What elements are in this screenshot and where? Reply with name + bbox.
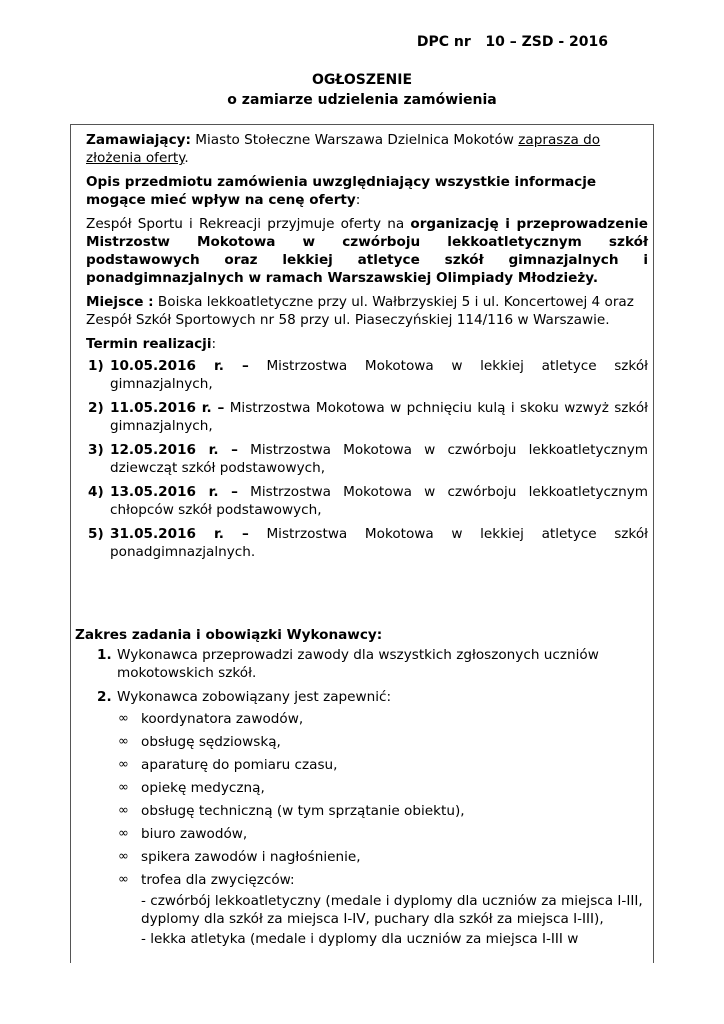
schedule-colon: : [211,336,217,352]
infinity-bullet-icon: ∞ [118,780,129,795]
schedule-item-text: Mistrzostwa Mokotowa w lekkiej atletyce szkół ponadgimnazjalnych. [110,526,648,560]
schedule-item-date: 11.05.2016 r. – [110,400,225,416]
scope-item-number: 2. [97,689,112,705]
subject-text: Zespół Sportu i Rekreacji przyjmuje oferty na [86,216,411,232]
scope-item [75,646,645,682]
infinity-bullet-icon: ∞ [118,803,129,818]
requirement-item [117,710,645,728]
subject-paragraph [86,215,648,287]
subject-bold-text: organizację i przeprowadzenie Mistrzostw Mokotowa w czwórboju lekkoatletycznym szkół podstawowych oraz lekkiej atletyce szkół gimnazjalnych i ponadgimnazjalnych w ramach Warszawskiej Olimpiady Młodzieży. [86,216,648,286]
trophies-athletics: - lekka atletyka (medale i dyplomy dla uczniów za miejsca I-III w [141,931,579,947]
requirement-text: spikera zawodów i nagłośnienie, [141,849,361,865]
infinity-bullet-icon: ∞ [118,757,129,772]
requirement-item [117,871,645,889]
requirement-text: opiekę medyczną, [141,780,265,796]
schedule-item-text: Mistrzostwa Mokotowa w czwórboju lekkoatletycznym chłopców szkół podstawowych, [110,484,649,518]
infinity-bullet-icon: ∞ [118,849,129,864]
page-title [0,70,724,110]
scope-section [75,626,645,954]
title-line-1: OGŁOSZENIE [311,72,413,88]
scope-item-text: Wykonawca zobowiązany jest zapewnić: [117,689,392,705]
document-reference-number: DPC nr 10 – ZSD - 2016 [416,34,608,50]
requirement-item [117,825,645,843]
schedule-item [86,525,648,561]
trophies-details [117,892,645,948]
requirement-item [117,848,645,866]
requirement-item [117,802,645,820]
schedule-list [86,357,648,561]
schedule-item-text: Mistrzostwa Mokotowa w czwórboju lekkoatletycznym dziewcząt szkół podstawowych, [110,442,649,476]
ordering-party-label: Zamawiający: [86,132,191,148]
requirement-text: obsługę techniczną (w tym sprzątanie obiektu), [141,803,465,819]
requirement-text: obsługę sędziowską, [141,734,281,750]
schedule-item-date: 13.05.2016 r. – [110,484,238,500]
schedule-item-number: 5) [88,526,104,542]
schedule-item-number: 2) [88,400,104,416]
schedule-item-text: Mistrzostwa Mokotowa w pchnięciu kulą i skoku wzwyż szkół gimnazjalnych, [110,400,648,434]
schedule-item-date: 10.05.2016 r. – [110,358,249,374]
location-text: Boiska lekkoatletyczne przy ul. Wałbrzyskiej 5 i ul. Koncertowej 4 oraz Zespół Szkół Sportowych nr 58 przy ul. Piaseczyńskiej 114/116 w Warszawie. [86,294,634,328]
scope-item-text: Wykonawca przeprowadzi zawody dla wszystkich zgłoszonych uczniów mokotowskich szkół. [117,647,599,681]
scope-item-number: 1. [97,647,112,663]
infinity-bullet-icon: ∞ [118,711,129,726]
trophies-tetrathlon: - czwórbój lekkoatletyczny (medale i dyplomy dla uczniów za miejsca I-III, dyplomy dla szkół za miejsca I-IV, puchary dla szkół za miejsca I-III), [141,893,643,927]
requirement-text: aparaturę do pomiaru czasu, [141,757,338,773]
schedule-item-date: 12.05.2016 r. – [110,442,238,458]
scope-item [75,688,645,948]
ordering-party [86,131,648,167]
requirement-text: koordynatora zawodów, [141,711,304,727]
schedule-item-number: 3) [88,442,104,458]
requirement-item [117,779,645,797]
description-heading [86,173,648,209]
schedule-label: Termin realizacji [86,336,212,352]
scope-list [75,646,645,948]
requirement-item [117,756,645,774]
location-label: Miejsce : [86,294,154,310]
schedule-item [86,357,648,393]
requirement-item [117,733,645,751]
ordering-party-end: . [184,150,189,166]
ordering-party-text: Miasto Stołeczne Warszawa Dzielnica Mokotów [190,132,519,148]
description-heading-colon: : [355,192,361,208]
schedule-item-date: 31.05.2016 r. – [110,526,249,542]
schedule-item-number: 1) [88,358,104,374]
infinity-bullet-icon: ∞ [118,826,129,841]
schedule-item [86,483,648,519]
infinity-bullet-icon: ∞ [118,872,129,887]
schedule-item-text: Mistrzostwa Mokotowa w lekkiej atletyce szkół gimnazjalnych, [110,358,648,392]
scope-heading: Zakres zadania i obowiązki Wykonawcy: [75,627,383,643]
requirement-text: trofea dla zwycięzców: [141,872,295,888]
schedule-item [86,399,648,435]
description-heading-label: Opis przedmiotu zamówienia uwzględniający wszystkie informacje mogące mieć wpływ na cenę oferty [86,174,597,208]
schedule-item [86,441,648,477]
requirement-text: biuro zawodów, [141,826,248,842]
location-paragraph [86,293,648,329]
announcement-body [86,131,648,567]
invitation-link[interactable]: zaprasza do złożenia oferty [86,132,601,166]
infinity-bullet-icon: ∞ [118,734,129,749]
schedule-heading [86,335,648,353]
schedule-item-number: 4) [88,484,104,500]
requirements-list [117,710,645,889]
title-line-2: o zamiarze udzielenia zamówienia [227,92,497,108]
